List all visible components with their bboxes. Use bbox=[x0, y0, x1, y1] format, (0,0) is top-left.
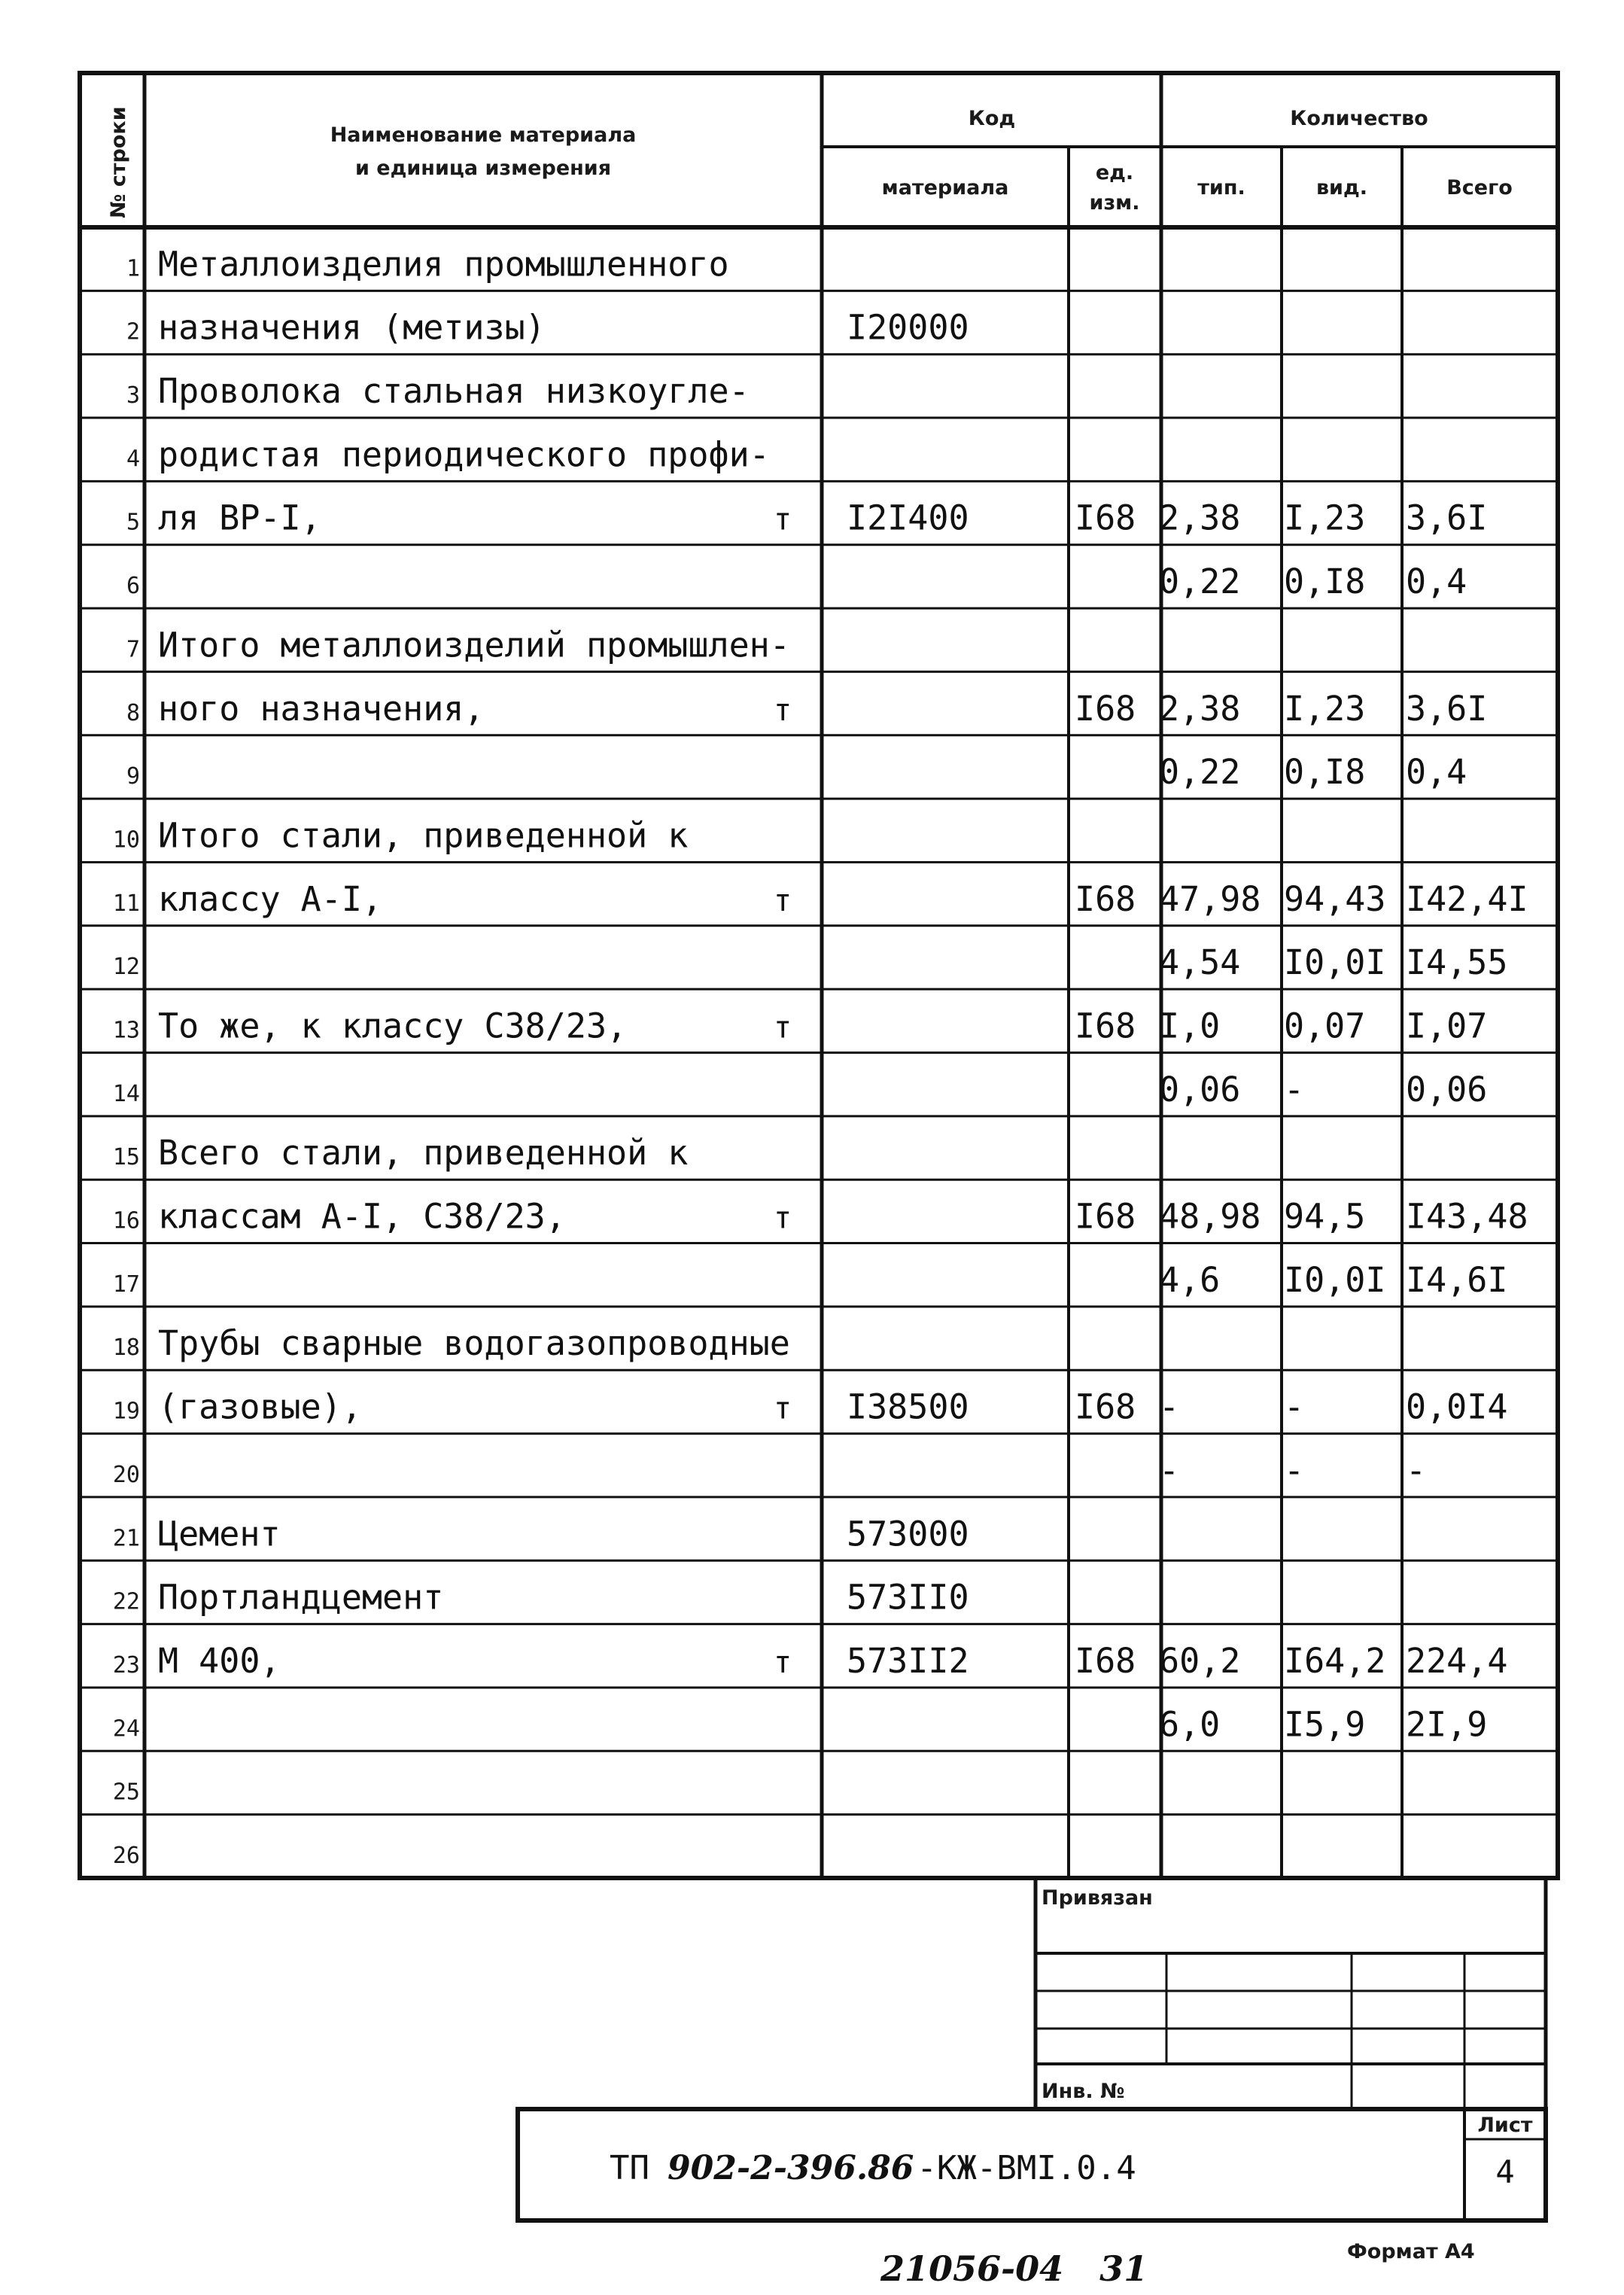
row-number-header: № строки bbox=[107, 106, 130, 218]
row-number: 9 bbox=[126, 763, 140, 790]
document-code-prefix: ТП bbox=[610, 2149, 649, 2187]
document-code bbox=[610, 2149, 1136, 2187]
qty-specific: 0,I8 bbox=[1284, 752, 1366, 793]
qty-typical: 4,54 bbox=[1159, 942, 1241, 983]
table-row bbox=[113, 1133, 689, 1173]
name-header-line1: Наименование материала bbox=[330, 123, 637, 147]
qty-specific: I0,0I bbox=[1284, 1259, 1386, 1300]
material-name: Трубы сварные водогазопроводные bbox=[158, 1323, 790, 1364]
unit-code: I68 bbox=[1075, 1386, 1136, 1427]
unit-code: I68 bbox=[1075, 1640, 1136, 1681]
qty-total: I,07 bbox=[1406, 1006, 1488, 1046]
qty-typical: 47,98 bbox=[1159, 878, 1261, 919]
row-number: 17 bbox=[112, 1271, 140, 1298]
row-number: 13 bbox=[112, 1017, 140, 1044]
unit-of-measure: т bbox=[773, 1391, 792, 1426]
row-number: 4 bbox=[126, 446, 140, 473]
qty-typical: 0,22 bbox=[1159, 562, 1241, 602]
qty-total: I4,55 bbox=[1406, 942, 1508, 983]
quantity-group-header: Количество bbox=[1290, 107, 1428, 130]
qty-specific: 94,5 bbox=[1284, 1196, 1366, 1237]
material-name: назначения (метизы) bbox=[158, 307, 546, 348]
material-name: ля ВР-I, bbox=[158, 498, 321, 538]
material-name: Итого стали, приведенной к bbox=[158, 815, 689, 856]
row-number: 6 bbox=[126, 573, 140, 600]
qty-total: 3,6I bbox=[1406, 498, 1488, 538]
qty-total: I4,6I bbox=[1406, 1259, 1508, 1300]
table-row bbox=[113, 1323, 790, 1363]
table-row bbox=[126, 244, 729, 284]
qty-specific: I,23 bbox=[1284, 688, 1366, 729]
row-number: 24 bbox=[112, 1715, 140, 1743]
row-number: 1 bbox=[126, 255, 140, 282]
handwritten-archive-number: 21056-04 31 bbox=[880, 2248, 1148, 2289]
unit-of-measure: т bbox=[773, 502, 792, 537]
unit-of-measure: т bbox=[773, 1010, 792, 1046]
unit-code: I68 bbox=[1075, 1196, 1136, 1237]
material-name: родистая периодического профи- bbox=[158, 434, 770, 475]
qty-specific: I64,2 bbox=[1284, 1640, 1386, 1681]
material-code-header: материала bbox=[881, 176, 1009, 199]
document-code-handwritten: 902-2-396.86 bbox=[667, 2149, 914, 2187]
row-number: 22 bbox=[112, 1588, 140, 1615]
qty-typical: 6,0 bbox=[1159, 1704, 1221, 1745]
row-number: 3 bbox=[126, 382, 140, 409]
material-name: М 400, bbox=[158, 1640, 281, 1681]
table-row bbox=[113, 1387, 1508, 1427]
qty-total: 0,06 bbox=[1406, 1069, 1488, 1109]
qty-specific: - bbox=[1284, 1450, 1305, 1490]
code-group-header: Код bbox=[968, 107, 1016, 130]
qty-total: - bbox=[1406, 1450, 1427, 1490]
row-number: 12 bbox=[112, 954, 140, 981]
unit-of-measure: т bbox=[773, 692, 792, 728]
unit-of-measure: т bbox=[773, 883, 792, 918]
qty-total: 224,4 bbox=[1406, 1640, 1508, 1681]
row-number: 2 bbox=[126, 318, 140, 345]
table-row bbox=[113, 1260, 1508, 1300]
row-number: 21 bbox=[112, 1525, 140, 1552]
unit-code-header-line1: ед. bbox=[1095, 161, 1134, 184]
qty-total: 0,4 bbox=[1406, 562, 1467, 602]
qty-typical: 2,38 bbox=[1159, 498, 1241, 538]
row-number: 23 bbox=[112, 1651, 140, 1679]
qty-total: 0,0I4 bbox=[1406, 1386, 1508, 1427]
table-row bbox=[113, 1514, 969, 1554]
qty-specific: I,23 bbox=[1284, 498, 1366, 538]
title-block bbox=[518, 1878, 1546, 2220]
unit-of-measure: т bbox=[773, 1201, 792, 1236]
qty-total: 2I,9 bbox=[1406, 1704, 1488, 1745]
qty-typical: 0,22 bbox=[1159, 752, 1241, 793]
material-name: Цемент bbox=[158, 1514, 281, 1554]
unit-code: I68 bbox=[1075, 1006, 1136, 1046]
row-number: 10 bbox=[112, 826, 140, 854]
qty-specific: 0,07 bbox=[1284, 1006, 1366, 1046]
table-row bbox=[126, 498, 1487, 538]
qty-total: I43,48 bbox=[1406, 1196, 1528, 1237]
row-number: 26 bbox=[112, 1843, 140, 1869]
qty-total: 3,6I bbox=[1406, 688, 1488, 729]
material-name: ного назначения, bbox=[158, 688, 485, 729]
qty-specific: I0,0I bbox=[1284, 942, 1386, 983]
material-name: Итого металлоизделий промышлен- bbox=[158, 625, 790, 665]
row-number: 5 bbox=[126, 509, 140, 536]
qty-typical: 48,98 bbox=[1159, 1196, 1261, 1237]
document-code-suffix: -КЖ-ВМI.0.4 bbox=[917, 2149, 1136, 2187]
qty-total: I42,4I bbox=[1406, 878, 1528, 919]
qty-specific-header: вид. bbox=[1315, 176, 1368, 199]
sheet-label: Лист bbox=[1477, 2114, 1533, 2137]
qty-specific: 0,I8 bbox=[1284, 562, 1366, 602]
table-row bbox=[126, 562, 1467, 601]
material-code: 573II2 bbox=[847, 1640, 969, 1681]
qty-total: 0,4 bbox=[1406, 752, 1467, 793]
material-code: I20000 bbox=[847, 307, 969, 348]
qty-typical: 4,6 bbox=[1159, 1259, 1221, 1300]
sheet-number: 4 bbox=[1495, 2153, 1515, 2190]
qty-typical: - bbox=[1159, 1386, 1180, 1427]
material-name: Проволока стальная низкоугле- bbox=[158, 371, 750, 412]
row-number: 7 bbox=[126, 636, 140, 663]
row-number: 11 bbox=[112, 890, 140, 917]
material-code: I38500 bbox=[847, 1386, 969, 1427]
qty-specific: I5,9 bbox=[1284, 1704, 1366, 1745]
unit-code-header-line2: изм. bbox=[1089, 191, 1140, 215]
row-number: 19 bbox=[112, 1398, 140, 1425]
material-name: То же, к классу С38/23, bbox=[158, 1006, 628, 1046]
qty-total-header: Всего bbox=[1446, 176, 1513, 199]
page-footer bbox=[880, 2240, 1475, 2289]
unit-of-measure: т bbox=[773, 1645, 792, 1680]
material-name: Портландцемент bbox=[158, 1577, 444, 1618]
material-code: 573II0 bbox=[847, 1577, 969, 1618]
qty-specific: - bbox=[1284, 1069, 1305, 1109]
qty-specific: - bbox=[1284, 1386, 1305, 1427]
material-code: 573000 bbox=[847, 1514, 969, 1554]
table-row bbox=[113, 815, 689, 855]
material-code: I2I400 bbox=[847, 498, 969, 538]
material-name: Всего стали, приведенной к bbox=[158, 1133, 689, 1173]
table-row bbox=[126, 371, 750, 411]
table-header bbox=[107, 106, 1513, 218]
qty-typical: 0,06 bbox=[1159, 1069, 1241, 1109]
table-row bbox=[126, 689, 1487, 729]
inventory-number-label: Инв. № bbox=[1042, 2080, 1125, 2103]
table-row bbox=[113, 1450, 1426, 1490]
row-number: 15 bbox=[112, 1144, 140, 1171]
table-row bbox=[113, 1578, 969, 1618]
table-row bbox=[126, 752, 1467, 792]
unit-code: I68 bbox=[1075, 688, 1136, 729]
qty-typical-header: тип. bbox=[1197, 176, 1245, 199]
name-header-line2: и единица измерения bbox=[354, 157, 612, 180]
unit-code: I68 bbox=[1075, 498, 1136, 538]
row-number: 25 bbox=[112, 1779, 140, 1806]
qty-typical: I,0 bbox=[1159, 1006, 1221, 1046]
row-number: 18 bbox=[112, 1335, 140, 1362]
qty-typical: 60,2 bbox=[1159, 1640, 1241, 1681]
table-row bbox=[113, 1641, 1508, 1681]
qty-typical: 2,38 bbox=[1159, 688, 1241, 729]
table-row bbox=[126, 625, 790, 665]
row-number: 20 bbox=[112, 1461, 140, 1488]
material-name: (газовые), bbox=[158, 1386, 362, 1427]
table-row bbox=[126, 308, 969, 348]
table-row bbox=[113, 942, 1508, 982]
row-number: 8 bbox=[126, 699, 140, 726]
material-name: Металлоизделия промышленного bbox=[158, 244, 729, 285]
unit-code: I68 bbox=[1075, 878, 1136, 919]
material-name: классу А-I, bbox=[158, 878, 383, 919]
attached-label: Привязан bbox=[1042, 1886, 1153, 1910]
material-name: классам А-I, С38/23, bbox=[158, 1196, 566, 1237]
table-row bbox=[126, 434, 770, 474]
row-number: 14 bbox=[112, 1080, 140, 1107]
table-row bbox=[113, 1843, 140, 1869]
qty-typical: - bbox=[1159, 1450, 1180, 1490]
row-number: 16 bbox=[112, 1207, 140, 1234]
qty-specific: 94,43 bbox=[1284, 878, 1386, 919]
format-label: Формат А4 bbox=[1347, 2240, 1475, 2263]
table-row bbox=[113, 1779, 140, 1806]
